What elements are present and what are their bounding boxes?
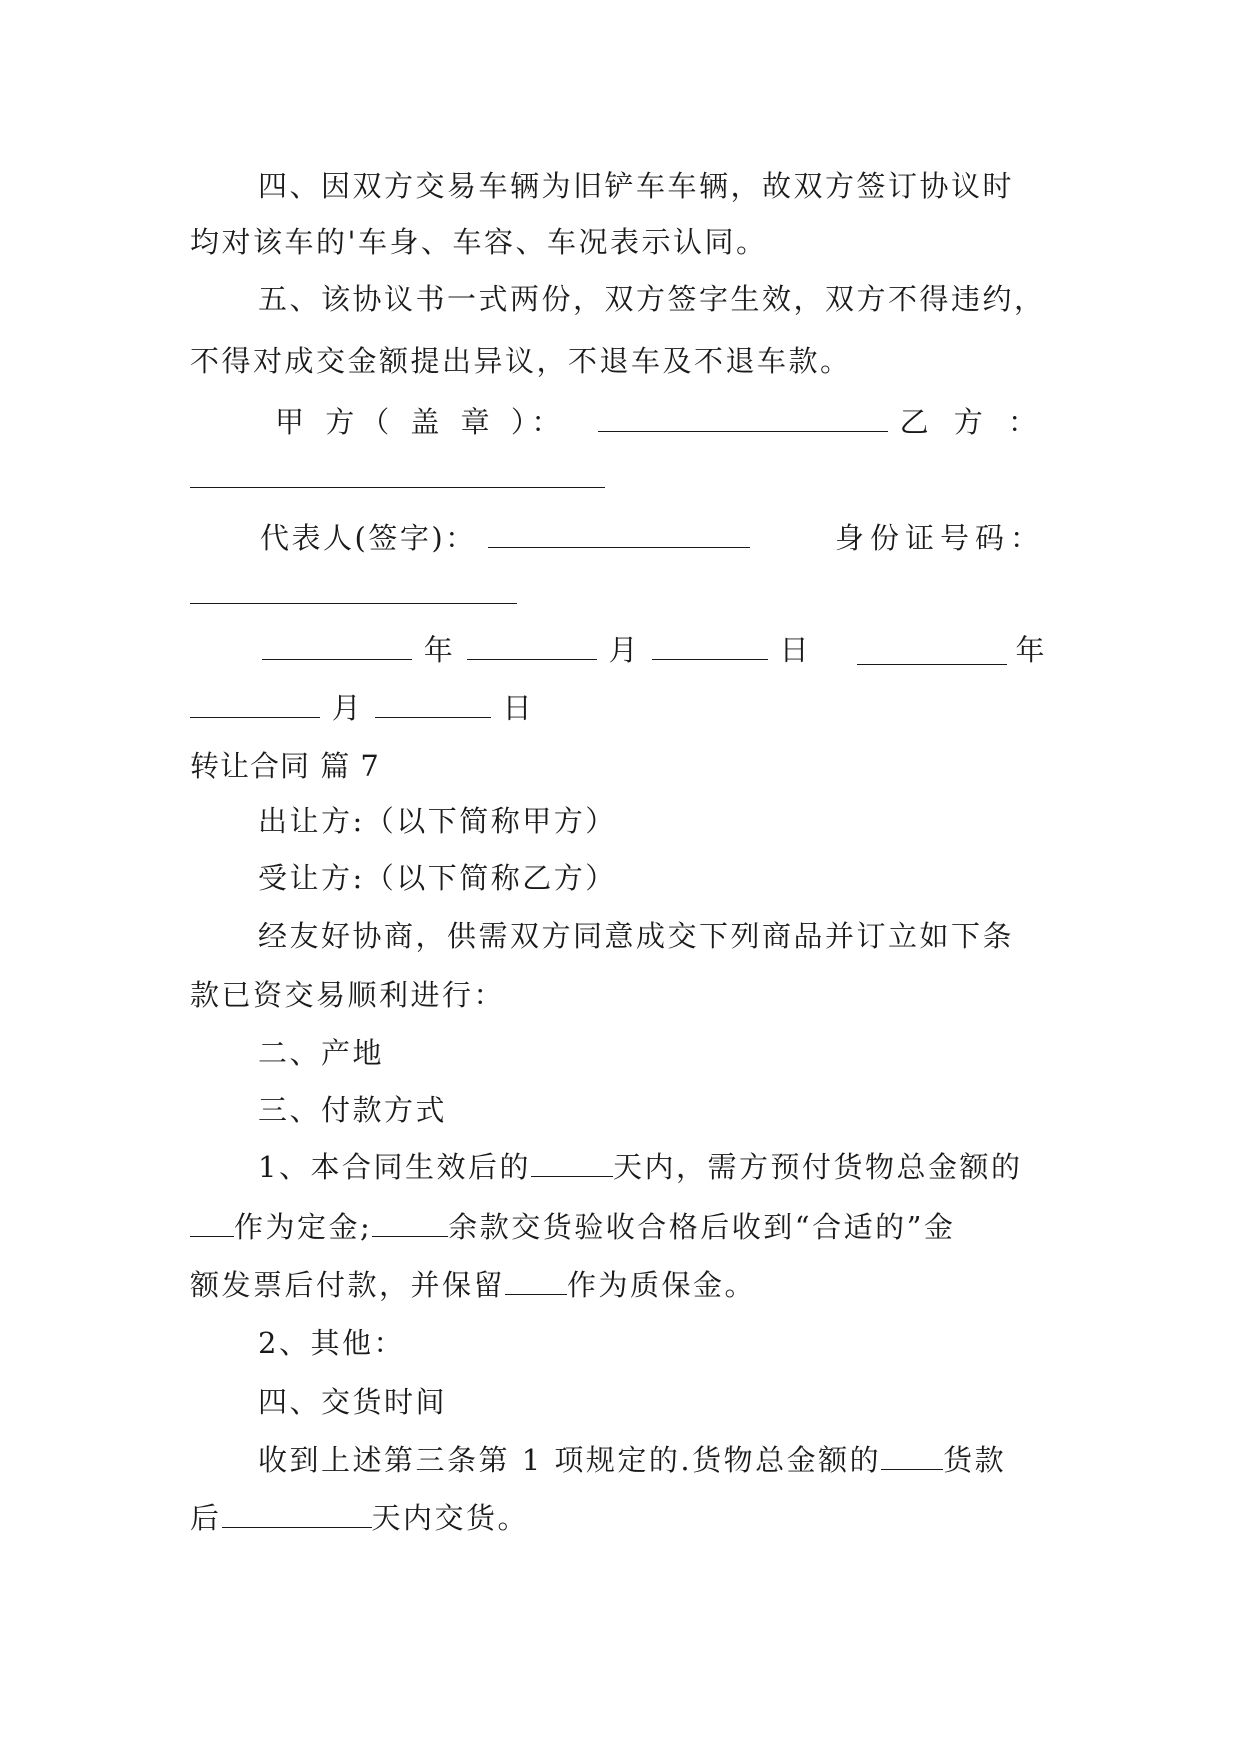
payment-days-blank[interactable] <box>531 1150 613 1177</box>
payment-line-1-start: 1、本合同生效后的 <box>258 1150 531 1184</box>
delivery-amount-blank[interactable] <box>881 1443 943 1470</box>
payment-line-2 <box>190 1207 1045 1247</box>
payment-other: 2、其他： <box>258 1326 405 1360</box>
delivery-line-1 <box>258 1440 1048 1480</box>
transferor-line: 出让方:（以下简称甲方） <box>258 804 617 838</box>
payment-line-3-start: 额发票后付款，并保留 <box>190 1268 506 1302</box>
party-a-year-label: 年 <box>423 633 456 667</box>
delivery-line-1-start: 收到上述第三条第 1 项规定的.货物总金额的 <box>258 1443 882 1477</box>
party-b-blank[interactable] <box>190 487 605 488</box>
item-2-origin: 二、产地 <box>258 1036 385 1070</box>
delivery-line-2-start: 后 <box>190 1501 222 1535</box>
clause-5-line-1: 五、该协议书一式两份，双方签字生效，双方不得违约， <box>258 282 1046 316</box>
intro-line-2: 款已资交易顺利进行： <box>190 978 506 1012</box>
party-a-month-blank[interactable] <box>467 633 597 660</box>
clause-4-line-2: 均对该车的'车身、车容、车况表示认同。 <box>190 225 768 259</box>
party-a-day-label: 日 <box>779 633 812 667</box>
party-b-day-label: 日 <box>502 691 535 725</box>
id-number-label: 身份证号码： <box>834 521 1045 555</box>
balance-blank[interactable] <box>372 1210 448 1237</box>
payment-line-3 <box>190 1265 1045 1305</box>
representative-label: 代表人(签字)： <box>260 521 477 555</box>
date-row <box>262 630 1047 670</box>
party-b-year-blank[interactable] <box>857 638 1007 665</box>
delivery-line-2 <box>190 1498 1045 1538</box>
delivery-days-blank[interactable] <box>222 1501 372 1528</box>
transferee-line: 受让方:（以下简称乙方） <box>258 861 617 895</box>
payment-line-1-end: 天内，需方预付货物总金额的 <box>612 1150 1023 1184</box>
payment-line-1 <box>258 1147 1048 1187</box>
clause-5-line-2: 不得对成交金额提出异议，不退车及不退车款。 <box>190 344 852 378</box>
representative-row <box>260 518 1045 558</box>
party-b-year-label: 年 <box>1015 633 1047 667</box>
party-a-blank[interactable] <box>598 405 888 432</box>
item-3-payment: 三、付款方式 <box>258 1093 448 1127</box>
party-a-year-blank[interactable] <box>262 633 412 660</box>
clause-4-line-1: 四、因双方交易车辆为旧铲车车辆，故双方签订协议时 <box>258 169 1015 203</box>
representative-blank[interactable] <box>488 521 750 548</box>
delivery-line-1-end: 货款 <box>943 1443 1007 1477</box>
party-b-month-blank[interactable] <box>190 691 320 718</box>
payment-line-2-end: 余款交货验收合格后收到“合适的”金 <box>448 1210 956 1244</box>
party-a-month-label: 月 <box>608 633 641 667</box>
payment-line-3-end: 作为质保金。 <box>567 1268 757 1302</box>
party-a-label: 甲 方（ 盖 章 ）： <box>275 405 567 439</box>
party-b-day-blank[interactable] <box>375 691 491 718</box>
deposit-blank[interactable] <box>190 1210 234 1237</box>
payment-line-2-mid: 作为定金; <box>234 1210 373 1244</box>
party-signature-row <box>275 402 1045 442</box>
warranty-blank[interactable] <box>505 1268 567 1295</box>
party-a-day-blank[interactable] <box>652 633 768 660</box>
id-number-blank[interactable] <box>190 603 517 604</box>
item-4-delivery: 四、交货时间 <box>258 1385 448 1419</box>
intro-line-1: 经友好协商，供需双方同意成交下列商品并订立如下条 <box>258 919 1015 953</box>
delivery-line-2-end: 天内交货。 <box>371 1501 530 1535</box>
party-b-month-label: 月 <box>331 691 364 725</box>
section-title: 转让合同 篇 7 <box>190 749 380 783</box>
party-b-label: 乙 方 ： <box>899 405 1045 439</box>
date-row-continued <box>190 688 1045 728</box>
